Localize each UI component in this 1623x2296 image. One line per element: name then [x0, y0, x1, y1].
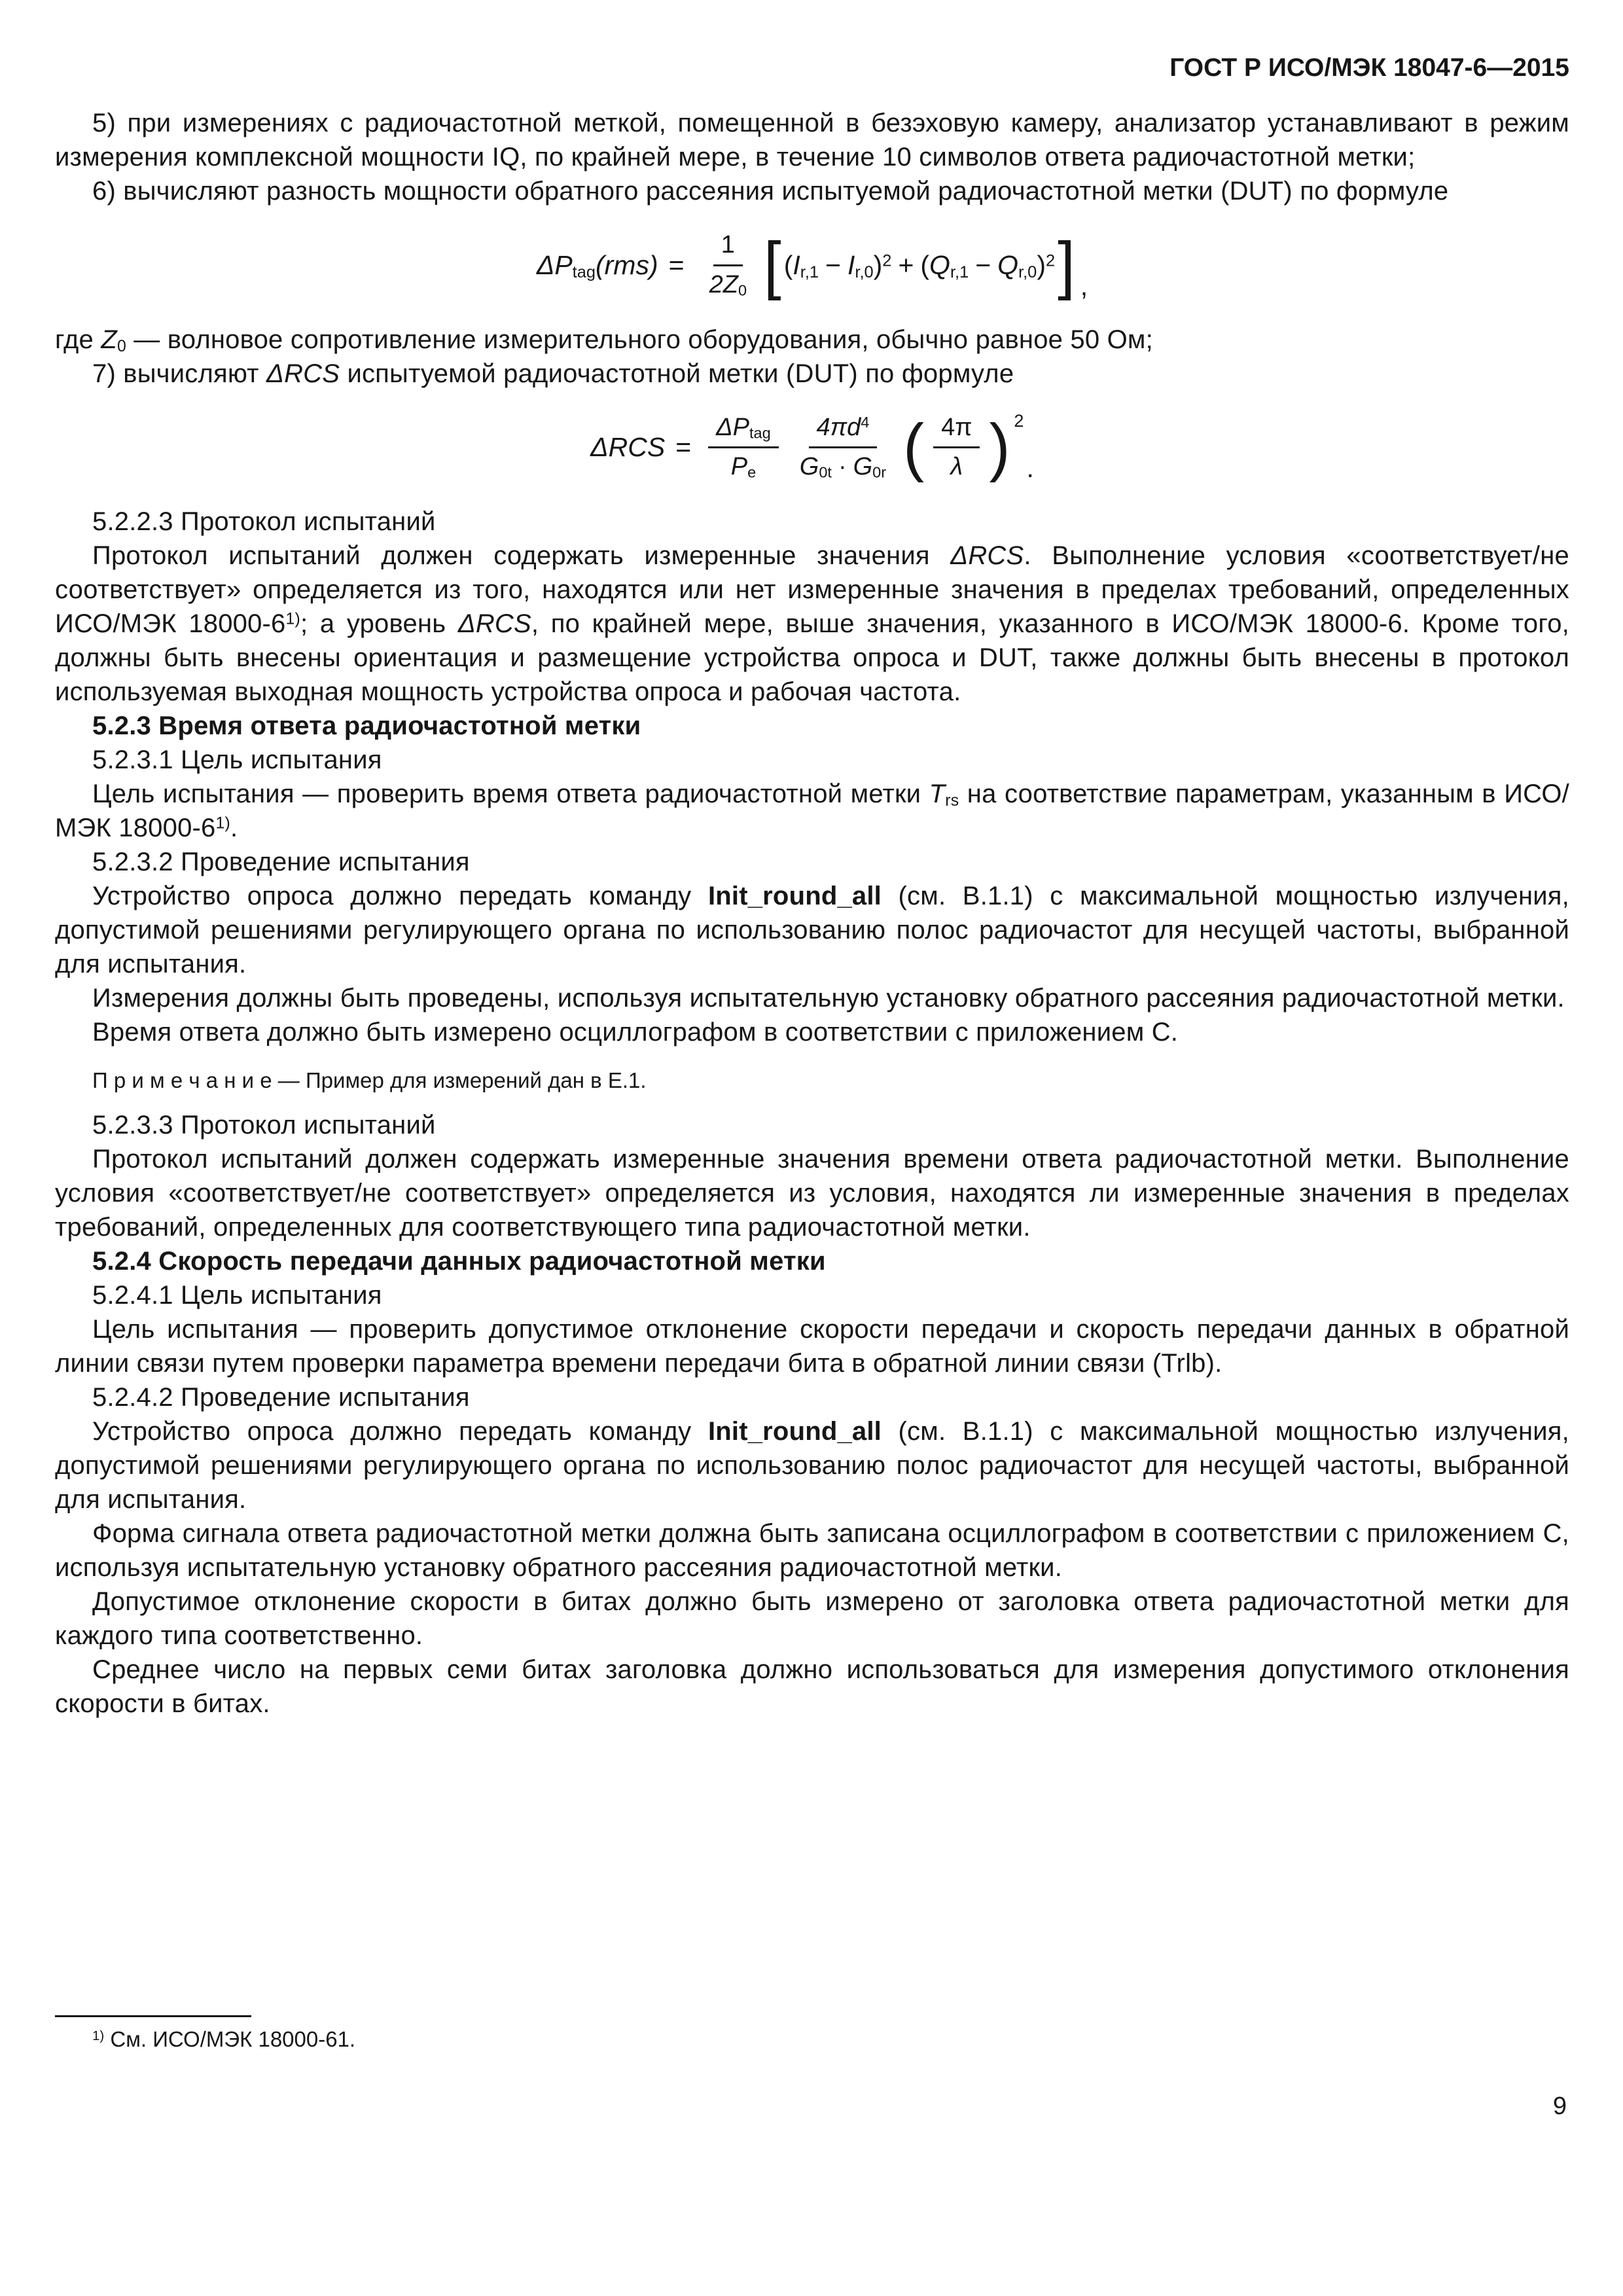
current-i-r1: I — [793, 249, 800, 280]
distance-gain-fraction — [792, 414, 894, 482]
open-paren-1: ( — [783, 249, 793, 280]
p5232a-text-1: Устройство опроса должно передать команду — [92, 882, 708, 911]
formula1-lhs — [537, 251, 658, 280]
close-big-paren: ) — [989, 412, 1010, 484]
paragraph-5-2-4-2-a — [55, 1414, 1569, 1516]
footnote-ref-2: 1) — [215, 814, 230, 833]
tag-subscript: tag — [572, 262, 596, 281]
formula1-denominator — [702, 266, 755, 299]
current-i-r1-sub: r,1 — [800, 262, 819, 281]
multiplication-dot: · — [838, 453, 847, 481]
heading-5-2-3-2: 5.2.3.2 Проведение испытания — [92, 848, 470, 877]
footnote-divider — [55, 2015, 251, 2017]
t-rs-variable: T — [929, 780, 946, 809]
footnote-marker: 1) — [92, 2028, 105, 2043]
paragraph-5-2-2-3 — [55, 539, 1569, 709]
formula1-comma: , — [1080, 270, 1088, 301]
where-text-pre: где — [55, 325, 101, 354]
quadrature-q-r1: Q — [929, 249, 950, 280]
open-square-bracket: [ — [764, 229, 781, 301]
item7-text-post: испытуемой радиочастотной метки (DUT) по формуле — [340, 359, 1014, 388]
paragraph-5-2-3-2-b: Измерения должны быть проведены, используя испытательную установку обратного рассеяния радиочастотной метки. — [92, 984, 1565, 1013]
doc-number-header: ГОСТ Р ИСО/МЭК 18047-6—2015 — [1169, 54, 1569, 82]
footnote-body: См. ИСО/МЭК 18000-61. — [104, 2027, 356, 2051]
where-clause — [55, 323, 1569, 357]
open-paren-2: ( — [920, 249, 930, 280]
wavelength-fraction — [933, 414, 980, 482]
power-ratio-numerator — [708, 414, 779, 449]
delta-rcs-inline-2: ΔRCS — [457, 609, 531, 639]
quadrature-q-r1-sub: r,1 — [950, 262, 969, 281]
current-i-r0-sub: r,0 — [855, 262, 874, 281]
open-big-paren: ( — [903, 412, 925, 484]
delta-rcs-inline-1: ΔRCS — [950, 541, 1024, 571]
heading-5-2-4-2: 5.2.4.2 Проведение испытания — [92, 1383, 470, 1412]
delta-p-tag-num: ΔP — [716, 413, 750, 441]
four-pi-numerator: 4π — [933, 414, 980, 449]
four-pi-d: 4πd — [816, 413, 861, 441]
minus-sign-1: − — [825, 249, 841, 280]
page-content — [55, 52, 1569, 1721]
impedance-variable: Z — [101, 325, 117, 354]
p5223-text-2: . Выполнение условия «соответствует/не соответствует» определяется из того, находятся или нет измеренные значения в пределах требований, определенных ИСО/МЭК 18000-6 — [55, 541, 1569, 639]
t-rs-subscript: rs — [945, 792, 959, 810]
lambda-denominator — [942, 448, 971, 481]
delta-rcs-variable: ΔRCS — [266, 359, 340, 388]
distance-numerator — [809, 414, 878, 449]
equals-sign: = — [668, 249, 685, 280]
p-e-variable: P — [730, 453, 748, 481]
impedance-term: 2Z — [709, 270, 738, 298]
heading-5-2-3: 5.2.3 Время ответа радиочастотной метки — [92, 711, 641, 741]
p5223-text-3: ; а уровень — [300, 609, 458, 639]
rms-argument: (rms) — [596, 249, 658, 280]
p5231-text-2: на соответствие параметрам, указанным в ИСО/МЭК 18000-6 — [55, 780, 1569, 843]
p5223-text-4: , по крайней мере, выше значения, указанного в ИСО/МЭК 18000-6. Кроме того, должны быть внесены ориентация и размещение устройства опроса и DUT, также должны быть внесены в протокол используемая выходная мощность устройства опроса и рабочая частота. — [55, 609, 1569, 707]
square-exponent-2: 2 — [1045, 251, 1056, 270]
paragraph-5-2-4-1: Цель испытания — проверить допустимое отклонение скорости передачи и скорость передачи данных в обратной линии связи путем проверки параметра времени передачи бита в обратной линии связи (Trlb). — [55, 1315, 1569, 1378]
power-ratio-fraction — [708, 414, 779, 482]
p5232a-text-2: (см. В.1.1) с максимальной мощностью излучения, допустимой решениями регулирующего органа по использованию полос радиочастот для несущей частоты, выбранной для испытания. — [55, 882, 1569, 979]
p5231-text-3: . — [230, 814, 238, 843]
fourth-power-exponent: 4 — [861, 413, 870, 431]
gain-transmit-sub: 0t — [819, 464, 832, 482]
delta-p-symbol: ΔP — [536, 249, 573, 280]
note-paragraph: П р и м е ч а н и е — Пример для измерений дан в Е.1. — [92, 1068, 647, 1093]
quadrature-q-r0-sub: r,0 — [1018, 262, 1037, 281]
square-exponent-paren: 2 — [1014, 411, 1024, 431]
gain-denominator — [792, 448, 894, 481]
quadrature-q-r0: Q — [997, 249, 1019, 280]
heading-5-2-3-1: 5.2.3.1 Цель испытания — [92, 745, 382, 775]
formula-delta-p-tag — [55, 229, 1569, 301]
paragraph-5-2-3-3: Протокол испытаний должен содержать измеренные значения времени ответа радиочастотной метки. Выполнение условия «соответствует/не соответствует» определяется из условия, находятся ли измеренные значения в пределах требований, определенных для соответствующего типа радиочастотной метки. — [55, 1145, 1569, 1242]
formula1-bracket-expression — [784, 251, 1055, 280]
paragraph-5-2-3-1 — [55, 777, 1569, 845]
heading-5-2-4-1: 5.2.4.1 Цель испытания — [92, 1281, 382, 1310]
paragraph-5-2-3-2-a — [55, 879, 1569, 981]
plus-sign: + — [898, 249, 914, 280]
list-item-5: 5) при измерениях с радиочастотной меткой, помещенной в безэховую камеру, анализатор устанавливают в режим измерения комплексной мощности IQ, по крайней мере, в течение 10 символов ответа радиочастотной метки; — [55, 109, 1569, 171]
heading-5-2-3-3: 5.2.3.3 Протокол испытаний — [92, 1111, 436, 1140]
p5242a-text-2: (см. В.1.1) с максимальной мощностью излучения, допустимой решениями регулирующего органа по использованию полос радиочастот для несущей частоты, выбранной для испытания. — [55, 1417, 1569, 1515]
footnote-ref-1: 1) — [285, 610, 300, 628]
init-round-all-command-1: Init_round_all — [707, 882, 882, 911]
impedance-variable-subscript: 0 — [116, 337, 126, 355]
delta-rcs-lhs: ΔRCS — [590, 432, 666, 463]
gain-receive-sub: 0r — [872, 464, 887, 482]
lambda-symbol: λ — [950, 453, 963, 481]
p-e-subscript: e — [747, 464, 757, 482]
formula-delta-rcs — [55, 411, 1569, 484]
p5231-text-1: Цель испытания — проверить время ответа радиочастотной метки — [92, 780, 929, 809]
heading-5-2-4: 5.2.4 Скорость передачи данных радиочастотной метки — [92, 1247, 826, 1276]
delta-p-tag-sub: tag — [749, 424, 771, 442]
minus-sign-2: − — [975, 249, 991, 280]
heading-5-2-2-3: 5.2.2.3 Протокол испытаний — [92, 507, 436, 537]
formula1-numerator: 1 — [713, 232, 743, 266]
p5242a-text-1: Устройство опроса должно передать команду — [92, 1417, 708, 1446]
gain-receive: G — [853, 453, 873, 481]
impedance-subscript: 0 — [738, 281, 747, 299]
init-round-all-command-2: Init_round_all — [707, 1417, 882, 1446]
list-item-6: 6) вычисляют разность мощности обратного рассеяния испытуемой радиочастотной метки (DUT) по формуле — [92, 177, 1449, 206]
power-ratio-denominator — [723, 448, 764, 481]
list-item-7 — [55, 357, 1569, 391]
paragraph-5-2-4-2-b: Форма сигнала ответа радиочастотной метки должна быть записана осциллографом в соответствии с приложением С, используя испытательную установку обратного рассеяния радиочастотной метки. — [55, 1519, 1569, 1583]
formula1-fraction — [702, 232, 755, 299]
paragraph-5-2-4-2-c: Допустимое отклонение скорости в битах должно быть измерено от заголовка ответа радиочастотной метки для каждого типа соответственно. — [55, 1587, 1569, 1651]
close-paren-1: ) — [873, 249, 883, 280]
paragraph-5-2-4-2-d: Среднее число на первых семи битах заголовка должно использоваться для измерения допустимого отклонения скорости в битах. — [55, 1655, 1569, 1719]
gain-transmit: G — [799, 453, 819, 481]
formula2-period: . — [1026, 453, 1034, 484]
paragraph-5-2-3-2-c: Время ответа должно быть измерено осциллографом в соответствии с приложением С. — [92, 1018, 1179, 1047]
current-i-r0: I — [847, 249, 855, 280]
where-text-post: — волновое сопротивление измерительного оборудования, обычно равное 50 Ом; — [126, 325, 1153, 354]
page-number: 9 — [1552, 2092, 1567, 2120]
footnote-text — [55, 2025, 355, 2054]
square-exponent-1: 2 — [882, 251, 892, 270]
footnote — [55, 2015, 355, 2054]
close-paren-2: ) — [1037, 249, 1046, 280]
p5223-text-1: Протокол испытаний должен содержать измеренные значения — [92, 541, 951, 571]
item7-text-pre: 7) вычисляют — [92, 359, 267, 388]
equals-sign-2: = — [675, 432, 692, 463]
close-square-bracket: ] — [1058, 229, 1075, 301]
